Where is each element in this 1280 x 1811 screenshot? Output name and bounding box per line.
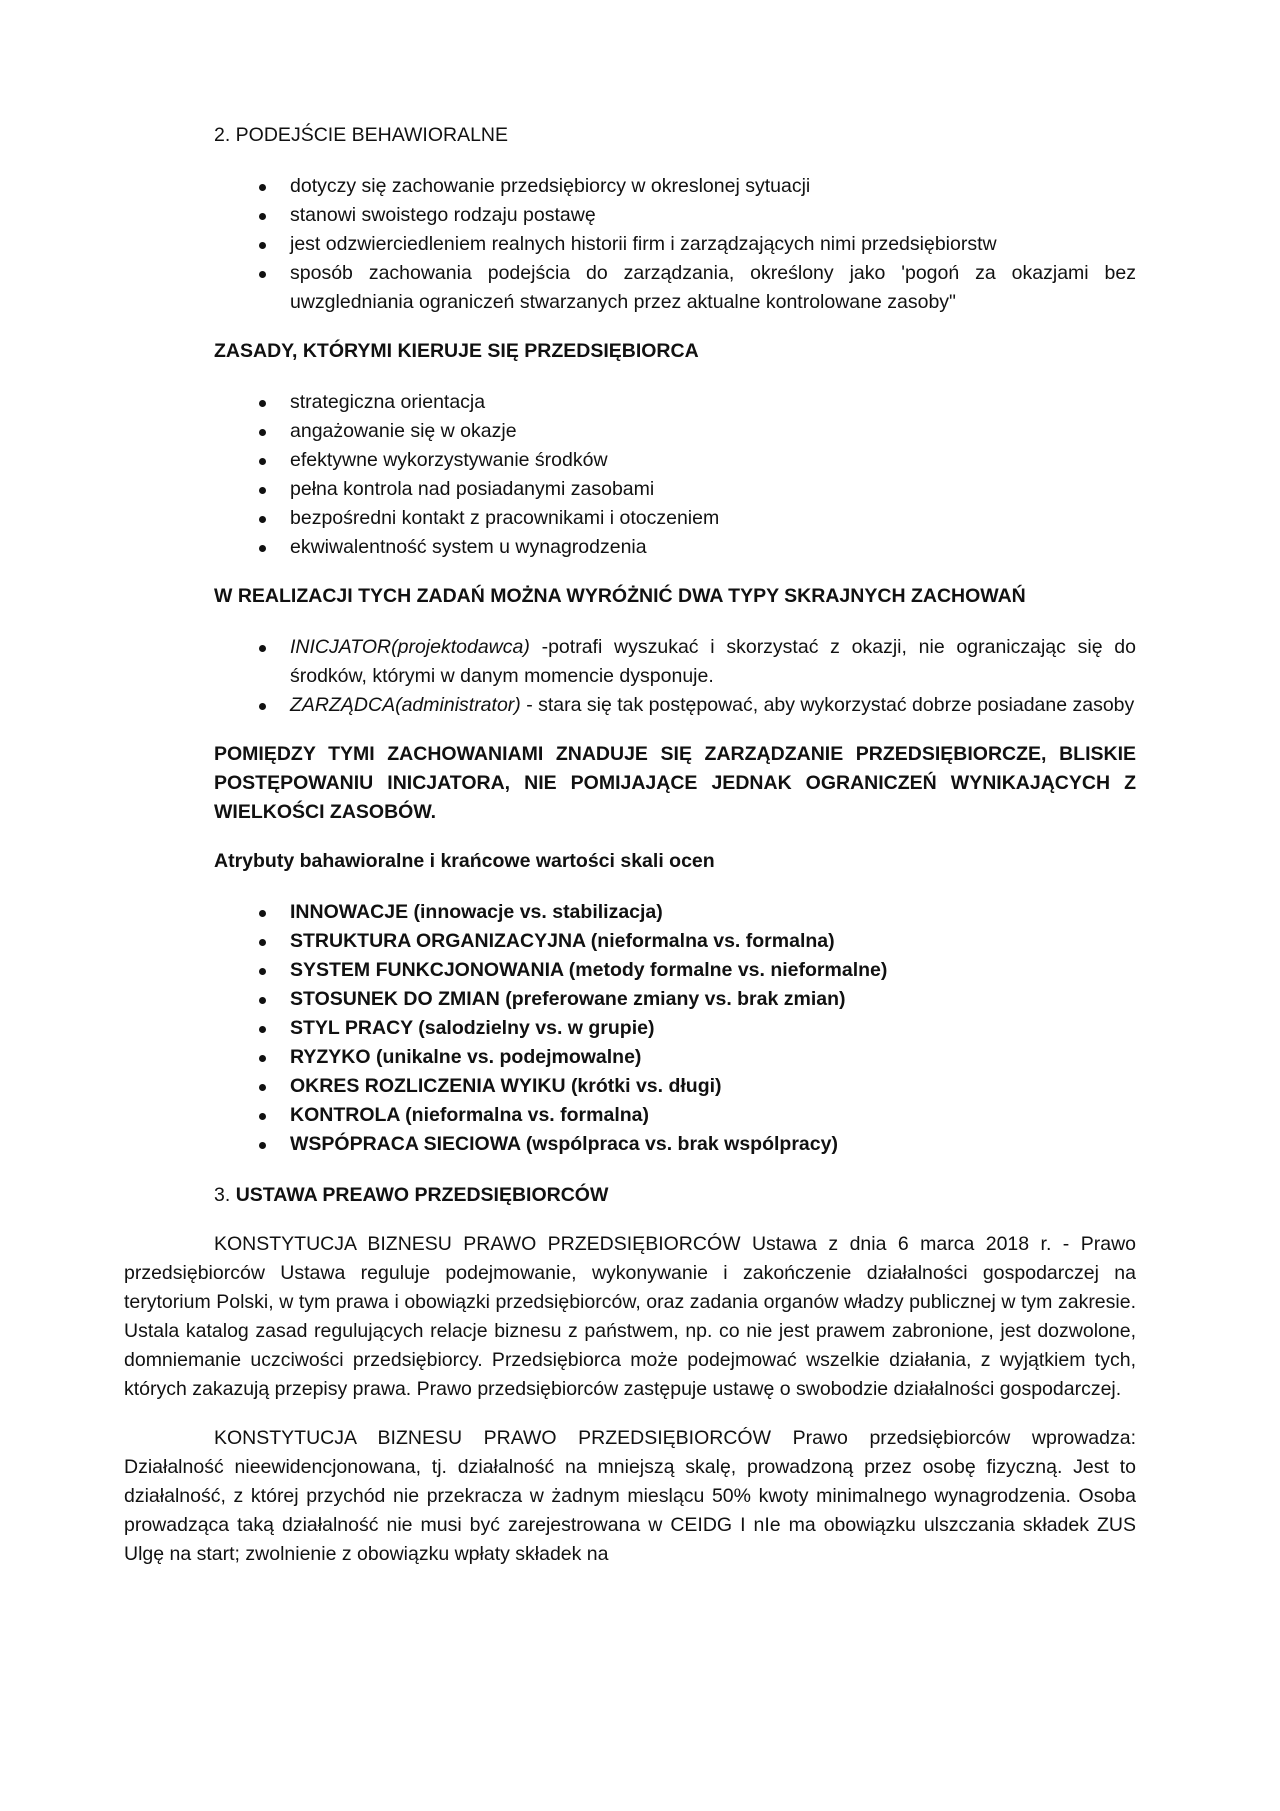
bullet-icon [259,968,266,975]
bullet-icon [259,1026,266,1033]
list-item: dotyczy się zachowanie przedsiębiorcy w okreslonej sytuacji [124,172,1136,201]
bullet-icon [259,1084,266,1091]
list-item: KONTROLA (nieformalna vs. formalna) [124,1101,1136,1130]
principles-heading: ZASADY, KTÓRYMI KIERUJE SIĘ PRZEDSIĘBIORCA [214,340,699,362]
list-item: RYZYKO (unikalne vs. podejmowalne) [124,1043,1136,1072]
list-item: WSPÓPRACA SIECIOWA (wspólpraca vs. brak wspólpracy) [124,1130,1136,1159]
list-item: angażowanie się w okazje [124,417,1136,446]
section-2-heading: 2. PODEJŚCIE BEHAWIORALNE [214,124,509,146]
attributes-heading: Atrybuty bahawioralne i krańcowe wartości skali ocen [214,850,715,872]
principles-list [124,388,1136,562]
list-item: bezpośredni kontakt z pracownikami i otoczeniem [124,504,1136,533]
behavior-types-heading: W REALIZACJI TYCH ZADAŃ MOŻNA WYRÓŻNIĆ DWA TYPY SKRAJNYCH ZACHOWAŃ [214,585,1026,607]
bullet-icon [259,1055,266,1062]
list-item: INNOWACJE (innowacje vs. stabilizacja) [124,898,1136,927]
summary-statement: POMIĘDZY TYMI ZACHOWANIAMI ZNADUJE SIĘ ZARZĄDZANIE PRZEDSIĘBIORCZE, BLISKIE POSTĘPOWANIU INICJATORA, NIE POMIJAJĄCE JEDNAK OGRANICZEŃ WYNIKAJĄCYCH Z WIELKOŚCI ZASOBÓW. [214,743,1136,823]
list-item: ZARZĄDCA(administrator) - stara się tak postępować, aby wykorzystać dobrze posiadane zasoby [124,691,1136,720]
bullet-icon [259,545,266,552]
paragraph: KONSTYTUCJA BIZNESU PRAWO PRZEDSIĘBIORCÓW Ustawa z dnia 6 marca 2018 r. - Prawo przedsiębiorców Ustawa reguluje podejmowanie, wykonywanie i zakończenie działalności gospodarczej na terytorium Polski, w tym prawa i obowiązki przedsiębiorców, oraz zadania organów władzy publicznej w tym zakresie. Ustala katalog zasad regulujących relacje biznesu z państwem, np. co nie jest prawem zabronione, jest dozwolone, domniemanie uczciwości przedsiębiorcy. Przedsiębiorca może podejmować wszelkie działania, z wyjątkiem tych, których zakazują przepisy prawa. Prawo przedsiębiorców zastępuje ustawę o swobodzie działalności gospodarczej. [124,1233,1136,1400]
list-item: ekwiwalentność system u wynagrodzenia [124,533,1136,562]
bullet-icon [259,1113,266,1120]
document-body [124,121,1136,1569]
list-item: SYSTEM FUNKCJONOWANIA (metody formalne vs. nieformalne) [124,956,1136,985]
bullet-icon [259,516,266,523]
bullet-icon [259,1142,266,1149]
bullet-icon [259,939,266,946]
list-item: INICJATOR(projektodawca) -potrafi wyszukać i skorzystać z okazji, nie ograniczając się do środków, którymi w danym momencie dysponuje. [124,633,1136,691]
paragraph: KONSTYTUCJA BIZNESU PRAWO PRZEDSIĘBIORCÓW Prawo przedsiębiorców wprowadza: Działalność nieewidencjonowana, tj. działalność na mniejszą skalę, prowadzoną przez osobę fizyczną. Jest to działalność, z której przychód nie przekracza w żadnym mieslącu 50% kwoty minimalnego wynagrodzenia. Osoba prowadząca taką działalność nie musi być zarejestrowana w CEIDG I nIe ma obowiązku ulszczania składek ZUS Ulgę na start; zwolnienie z obowiązku wpłaty składek na [124,1427,1136,1565]
bullet-icon [259,184,266,191]
bullet-icon [259,271,266,278]
bullet-icon [259,703,266,710]
list-item: efektywne wykorzystywanie środków [124,446,1136,475]
attributes-list [124,898,1136,1159]
behavior-types-list [124,633,1136,720]
list-item: stanowi swoistego rodzaju postawę [124,201,1136,230]
bullet-icon [259,910,266,917]
section-3-title: USTAWA PREAWO PRZEDSIĘBIORCÓW [235,1184,609,1206]
list-item: STRUKTURA ORGANIZACYJNA (nieformalna vs. formalna) [124,927,1136,956]
bullet-icon [259,400,266,407]
list-item: STYL PRACY (salodzielny vs. w grupie) [124,1014,1136,1043]
list-item: jest odzwierciedleniem realnych historii firm i zarządzających nimi przedsiębiorstw [124,230,1136,259]
list-item: OKRES ROZLICZENIA WYIKU (krótki vs. długi) [124,1072,1136,1101]
section-3-heading: 3. USTAWA PREAWO PRZEDSIĘBIORCÓW [214,1184,609,1206]
bullet-icon [259,997,266,1004]
term: INICJATOR(projektodawca) [290,636,530,658]
bullet-icon [259,242,266,249]
list-item: sposób zachowania podejścia do zarządzania, określony jako 'pogoń za okazjami bez uwzgledniania ograniczeń stwarzanych przez aktualne kontrolowane zasoby" [124,259,1136,317]
bullet-icon [259,458,266,465]
list-item: strategiczna orientacja [124,388,1136,417]
list-item: STOSUNEK DO ZMIAN (preferowane zmiany vs. brak zmian) [124,985,1136,1014]
bullet-icon [259,429,266,436]
list-item: pełna kontrola nad posiadanymi zasobami [124,475,1136,504]
term: ZARZĄDCA(administrator) [290,694,521,716]
bullet-icon [259,487,266,494]
bullet-icon [259,645,266,652]
behavioral-list [124,172,1136,317]
bullet-icon [259,213,266,220]
